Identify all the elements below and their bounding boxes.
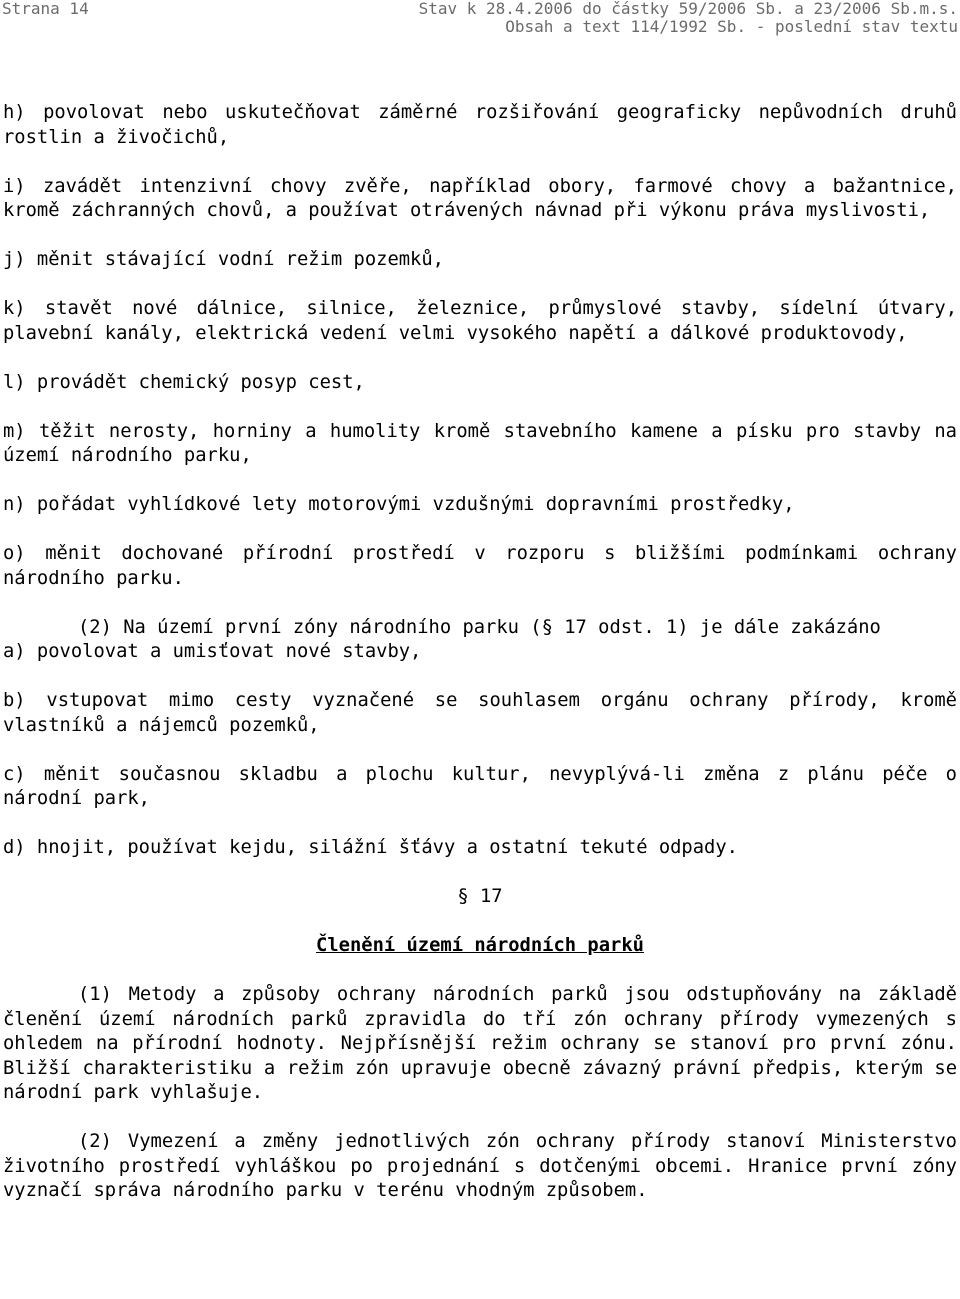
list-item-m: m) těžit nerosty, horniny a humolity kromě stavebního kamene a písku pro stavby na území národního parku, [3,420,957,466]
page-number: Strana 14 [2,0,89,18]
section-paragraph-2: (2) Vymezení a změny jednotlivých zón ochrany přírody stanoví Ministerstvo životního prostředí vyhláškou po projednání s dotčenými obcemi. Hranice první zóny vyznačí správa národního parku v terénu vhodným způsobem. [3,1131,957,1201]
list-item-k: k) stavět nové dálnice, silnice, železnice, průmyslové stavby, sídelní útvary, plavební kanály, elektrická vedení velmi vysokého napětí a dálkové produktovody, [3,298,957,344]
document-body [3,101,957,1228]
list-item-i: i) zavádět intenzivní chovy zvěře, například obory, farmové chovy a bažantnice, kromě záchranných chovů, a používat otrávených návnad při výkonu práva myslivosti, [3,175,957,221]
page-header [0,0,960,40]
list-item-n: n) pořádat vyhlídkové lety motorovými vzdušnými dopravními prostředky, [3,494,795,515]
list-item-l: l) provádět chemický posyp cest, [3,371,365,393]
section-number: § 17 [457,886,503,907]
paragraph-2-intro: (2) Na území první zóny národního parku (§ 17 odst. 1) je dále zakázáno [78,616,881,638]
list-item-h: h) povolovat nebo uskutečňovat záměrné rozšiřování geograficky nepůvodních druhů rostlin a živočichů, [3,102,957,148]
status-line: Stav k 28.4.2006 do částky 59/2006 Sb. a 23/2006 Sb.m.s. [418,0,958,18]
list2-item-a: a) povolovat a umisťovat nové stavby, [3,641,422,662]
section-title: Členění území národních parků [316,935,644,956]
list2-item-b: b) vstupovat mimo cesty vyznačené se souhlasem orgánu ochrany přírody, kromě vlastníků a nájemců pozemků, [3,690,957,736]
list-item-o: o) měnit dochované přírodní prostředí v rozporu s bližšími podmínkami ochrany národního parku. [3,543,957,589]
list2-item-c: c) měnit současnou skladbu a plochu kultur, nevyplývá-li změna z plánu péče o národní park, [3,763,957,809]
list-item-j: j) měnit stávající vodní režim pozemků, [3,249,444,270]
section-paragraph-1: (1) Metody a způsoby ochrany národních parků jsou odstupňovány na základě členění území národních parků zpravidla do tří zón ochrany přírody vymezených s ohledem na přírodní hodnoty. Nejpřísnější režim ochrany se stanoví pro první zónu. Bližší charakteristiku a režim zón upravuje obecně závazný právní předpis, kterým se národní park vyhlašuje. [3,984,957,1103]
content-line: Obsah a text 114/1992 Sb. - poslední stav textu [505,17,958,36]
list2-item-d: d) hnojit, používat kejdu, silážní šťávy a ostatní tekuté odpady. [3,837,738,858]
header-status [419,0,958,36]
